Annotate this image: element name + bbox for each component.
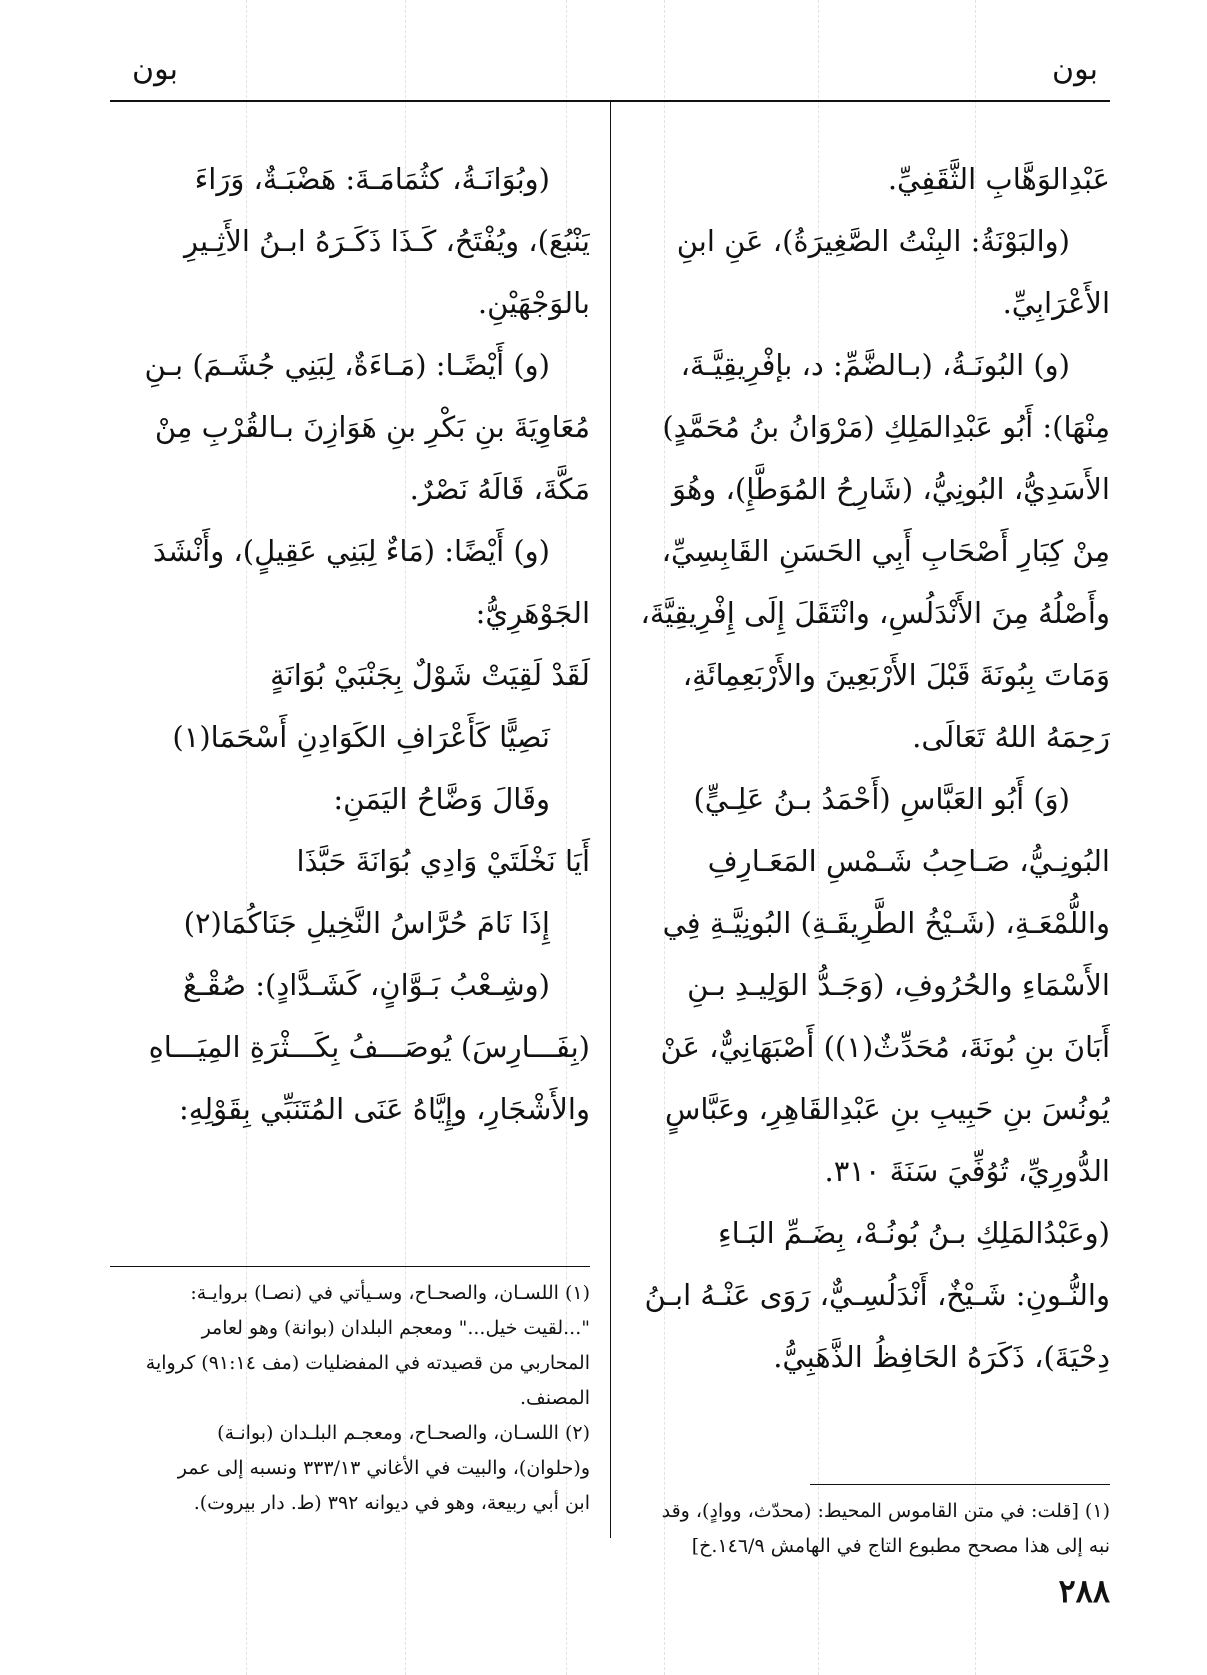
text-line: البُونِـيُّ، صَـاحِبُ شَـمْسِ المَعَـارِفِ [707,844,1110,878]
text-line: مُعَاوِيَةَ بنِ بَكْرِ بنِ هَوَازِنَ بـالقُرْبِ مِنْ [154,410,590,444]
text-line: مَكَّةَ، قَالَهُ نَصْرٌ. [409,472,590,506]
footnote-line: المصنف. [520,1387,590,1409]
text-line: وأَصْلُهُ مِنَ الأَنْدَلُسِ، وانْتَقَلَ إِلَى إِفْرِيقِيَّةَ، [640,596,1110,630]
page-number: ٢٨٨ [1058,1572,1110,1610]
text-line: بالوَجْهَيْنِ. [477,286,590,320]
running-header-left: بون [132,52,178,87]
text-line: والأَشْجَارِ، وإِيَّاهُ عَنَى المُتَنَبِّي بِقَوْلِهِ: [178,1092,590,1126]
text-line: وَمَاتَ بِبُونَةَ قَبْلَ الأَرْبَعِينَ والأَرْبَعِمِائَةِ، [682,658,1110,692]
text-line: (وشِـعْبُ بَـوَّانٍ، كَشَـدَّادٍ): صُقْـعٌ [182,968,550,1002]
footnote-line: (١) [قلت: في متن القاموس المحيط: (محدّث، ووادٍ)، وقد [661,1500,1110,1522]
footnote-line: ابن أبي ربيعة، وهو في ديوانه ٣٩٢ (ط. دار بيروت). [193,1492,590,1514]
footnote-rule [810,1484,1110,1485]
verse-line: أَيَا نَخْلَتَيْ وَادِي بُوَانَةَ حَبَّذَا [296,844,590,878]
verse-line: إِذَا نَامَ حُرَّاسُ النَّخِيلِ جَنَاكُمَا(٢) [183,906,550,940]
text-line: مِنْ كِبَارِ أَصْحَابِ أَبِي الحَسَنِ القَابِسِيِّ، [661,534,1110,568]
text-line: (والبَوْنَةُ: البِنْتُ الصَّغِيرَةُ)، عَنِ ابنِ [676,224,1070,258]
footnote-line: المحاربي من قصيدته في المفضليات (مف ٩١:١٤) كرواية [145,1352,590,1374]
right-column [632,148,1110,1388]
verse-line: نَصِيًّا كَأَعْرَافِ الكَوَادِنِ أَسْحَمَا(١) [172,720,550,754]
footnote-line: (١) اللسـان، والصحـاح، وسـيأتي في (نصـا) بروايـة: [190,1282,590,1304]
left-column [110,148,590,1140]
text-line: دِحْيَةَ)، ذَكَرَهُ الحَافِظُ الذَّهَبِيُّ. [773,1340,1110,1374]
text-line: والنُّـونِ: شَـيْخٌ، أَنْدَلُسِـيٌّ، رَوَى عَنْـهُ ابـنُ [644,1278,1110,1312]
text-line: (وبُوَانَـةُ، كثُمَامَـةَ: هَضْبَـةٌ، وَرَاءَ [194,162,550,196]
footnote-rule [110,1266,590,1267]
footnote-line: نبه إلى هذا مصحح مطبوع التاج في الهامش ١٤٦/٩.خ] [691,1535,1110,1557]
text-line: يُونُسَ بنِ حَبِيبِ بنِ عَبْدِالقَاهِرِ، وعَبَّاسٍ [664,1092,1110,1126]
verse-line: لَقَدْ لَقِيَتْ شَوْلٌ بِجَنْبَيْ بُوَانَةٍ [270,658,590,692]
text-line: الأَسْمَاءِ والحُرُوفِ، (وَجَـدُّ الوَلِيـدِ بـنِ [687,968,1110,1002]
text-line: رَحِمَهُ اللهُ تَعَالَى. [912,720,1110,754]
footnote-line: (٢) اللسـان، والصحـاح، ومعجـم البلـدان (بوانـة) [217,1422,590,1444]
text-line: وقَالَ وَضَّاحُ اليَمَنِ: [333,782,550,816]
text-line: يَنْبُعَ)، ويُفْتَحُ، كَـذَا ذَكَـرَهُ ابـنُ الأَثِـيرِ [184,224,590,258]
footnotes-right [632,1494,1110,1564]
text-line: واللُّمْعَـةِ، (شَـيْخُ الطَّرِيقَـةِ) البُونِيَّـةِ فِي [662,906,1110,940]
column-divider [610,100,611,1538]
footnotes-left [110,1276,590,1521]
footnote-line: "...لقيت خيل..." ومعجم البلدان (بوانة) وهو لعامر [201,1317,590,1339]
text-line: الأَسَدِيُّ، البُونِيُّ، (شَارِحُ المُوَطَّإِ)، وهُوَ [672,472,1110,506]
text-line: أَبَانَ بنِ بُونَةَ، مُحَدِّثٌ(١)) أَصْبَهَانِيٌّ، عَنْ [660,1030,1110,1064]
text-line: (بِفَـــارِسَ) يُوصَـــفُ بِكَـــثْرَةِ المِيَـــاهِ [148,1030,590,1064]
text-line: الجَوْهَرِيُّ: [475,596,590,630]
text-line: (و) أَيْضًـا: (مَـاءَةٌ، لِبَنِي جُشَـمَ) بـنِ [144,348,550,382]
text-line: (وعَبْدُالمَلِكِ بـنُ بُونُـهْ، بِضَـمِّ البَـاءِ [718,1216,1110,1250]
text-line: عَبْدِالوَهَّابِ الثَّقَفِيِّ. [887,162,1110,196]
text-line: الأَعْرَابِيِّ. [1002,286,1110,320]
text-line: (وَ) أَبُو العَبَّاسِ (أَحْمَدُ بـنُ عَلِـيٍّ) [693,782,1070,816]
text-line: مِنْهَا): أَبُو عَبْدِالمَلِكِ (مَرْوَانُ بنُ مُحَمَّدٍ) [662,410,1110,444]
text-line: (و) البُونَـةُ، (بـالضَّمِّ: د، بإفْرِيقِيَّـةَ، [680,348,1070,382]
text-line: الدُّورِيِّ، تُوُفِّيَ سَنَةَ ٣١٠. [824,1154,1110,1188]
text-line: (و) أَيْضًا: (مَاءٌ لِبَنِي عَقِيلٍ)، وأَنْشَدَ [152,534,550,568]
footnote-line: و(حلوان)، والبيت في الأغاني ٣٣٣/١٣ ونسبه إلى عمر [177,1457,590,1479]
running-header-right: بون [1052,52,1098,87]
